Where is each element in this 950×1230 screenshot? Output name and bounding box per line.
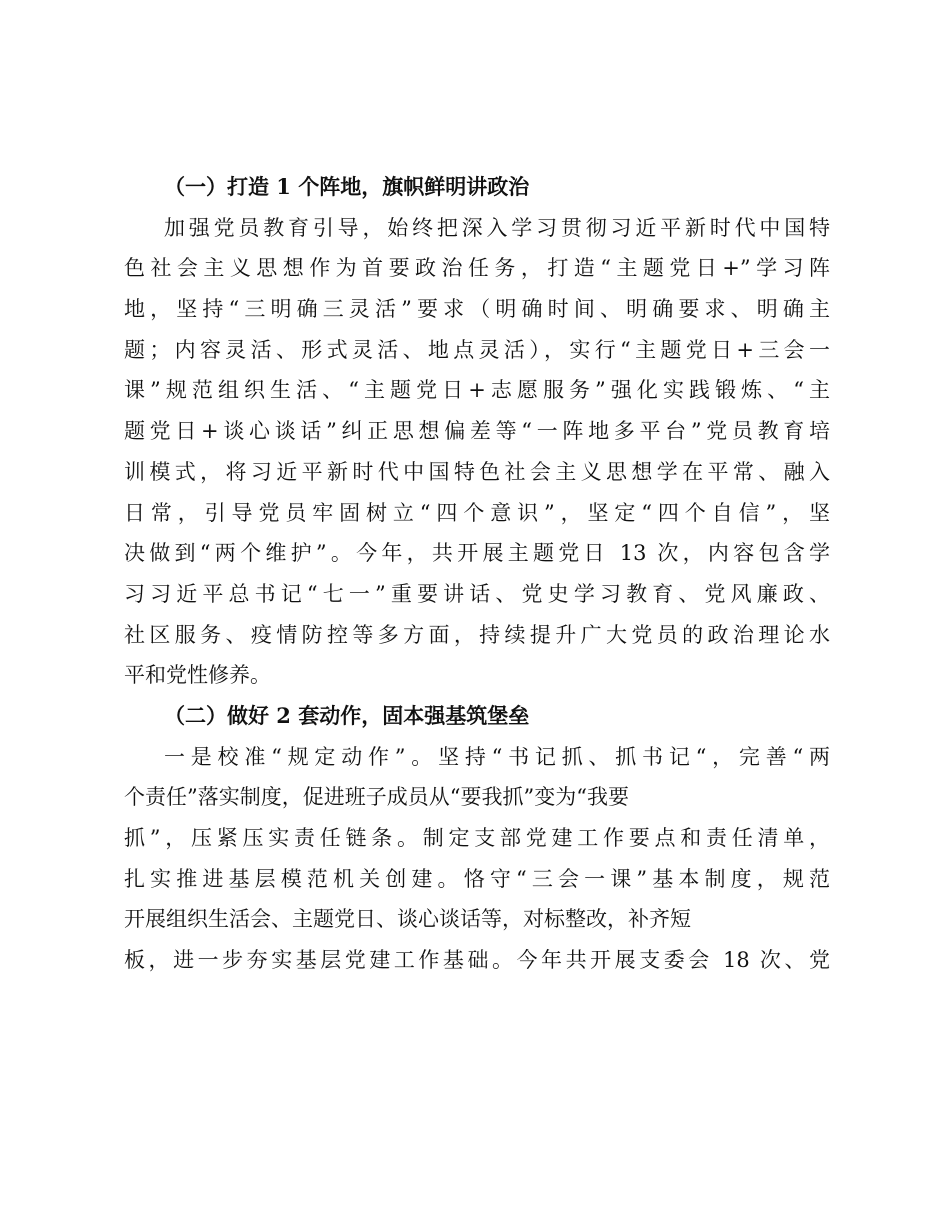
paragraph-1-line-1: 加强党员教育引导，始终把深入学习贯彻习近平新时代中国特 (164, 215, 830, 240)
section-heading-1: （一）打造 1 个阵地，旗帜鲜明讲政治 (164, 174, 530, 199)
section-heading-2: （二）做好 2 套动作，固本强基筑堡垒 (164, 702, 530, 728)
paragraph-1-line-12: 平和党性修养。 (124, 663, 271, 688)
paragraph-1-line-5: 课”规范组织生活、“主题党日+志愿服务”强化实践锻炼、“主 (124, 378, 830, 403)
paragraph-1-line-10: 习习近平总书记“七一”重要讲话、党史学习教育、党风廉政、 (124, 581, 830, 606)
paragraph-1-line-3: 地，坚持“三明确三灵活”要求（明确时间、明确要求、明确主 (124, 297, 830, 322)
paragraph-2-line-6: 板，进一步夯实基层党建工作基础。今年共开展支委会 18 次、党 (124, 948, 830, 973)
paragraph-1-line-4: 题；内容灵活、形式灵活、地点灵活），实行“主题党日+三会一 (124, 337, 830, 362)
paragraph-1-line-11: 社区服务、疫情防控等多方面，持续提升广大党员的政治理论水 (124, 622, 830, 647)
paragraph-2-line-1: 一是校准“规定动作”。坚持“书记抓、抓书记“，完善“两 (164, 744, 830, 769)
paragraph-1-line-2: 色社会主义思想作为首要政治任务，打造“主题党日+”学习阵 (124, 256, 830, 281)
paragraph-2-line-5: 开展组织生活会、主题党日、谈心谈话等，对标整改，补齐短 (124, 907, 691, 932)
paragraph-1-line-8: 日常，引导党员牢固树立“四个意识”，坚定“四个自信”，坚 (124, 500, 830, 525)
paragraph-2-line-3: 抓”，压紧压实责任链条。制定支部党建工作要点和责任清单， (124, 826, 830, 850)
paragraph-1-line-6: 题党日+谈心谈话”纠正思想偏差等“一阵地多平台”党员教育培 (124, 419, 830, 444)
paragraph-2-line-2: 个责任”落实制度，促进班子成员从“要我抓”变为“我要 (124, 785, 629, 810)
paragraph-2-line-4: 扎实推进基层模范机关创建。恪守“三会一课”基本制度，规范 (124, 866, 830, 891)
paragraph-1-line-9: 决做到“两个维护”。今年，共开展主题党日 13 次，内容包含学 (124, 541, 830, 566)
document-body (124, 167, 830, 981)
paragraph-1-line-7: 训模式，将习近平新时代中国特色社会主义思想学在平常、融入 (124, 459, 830, 484)
